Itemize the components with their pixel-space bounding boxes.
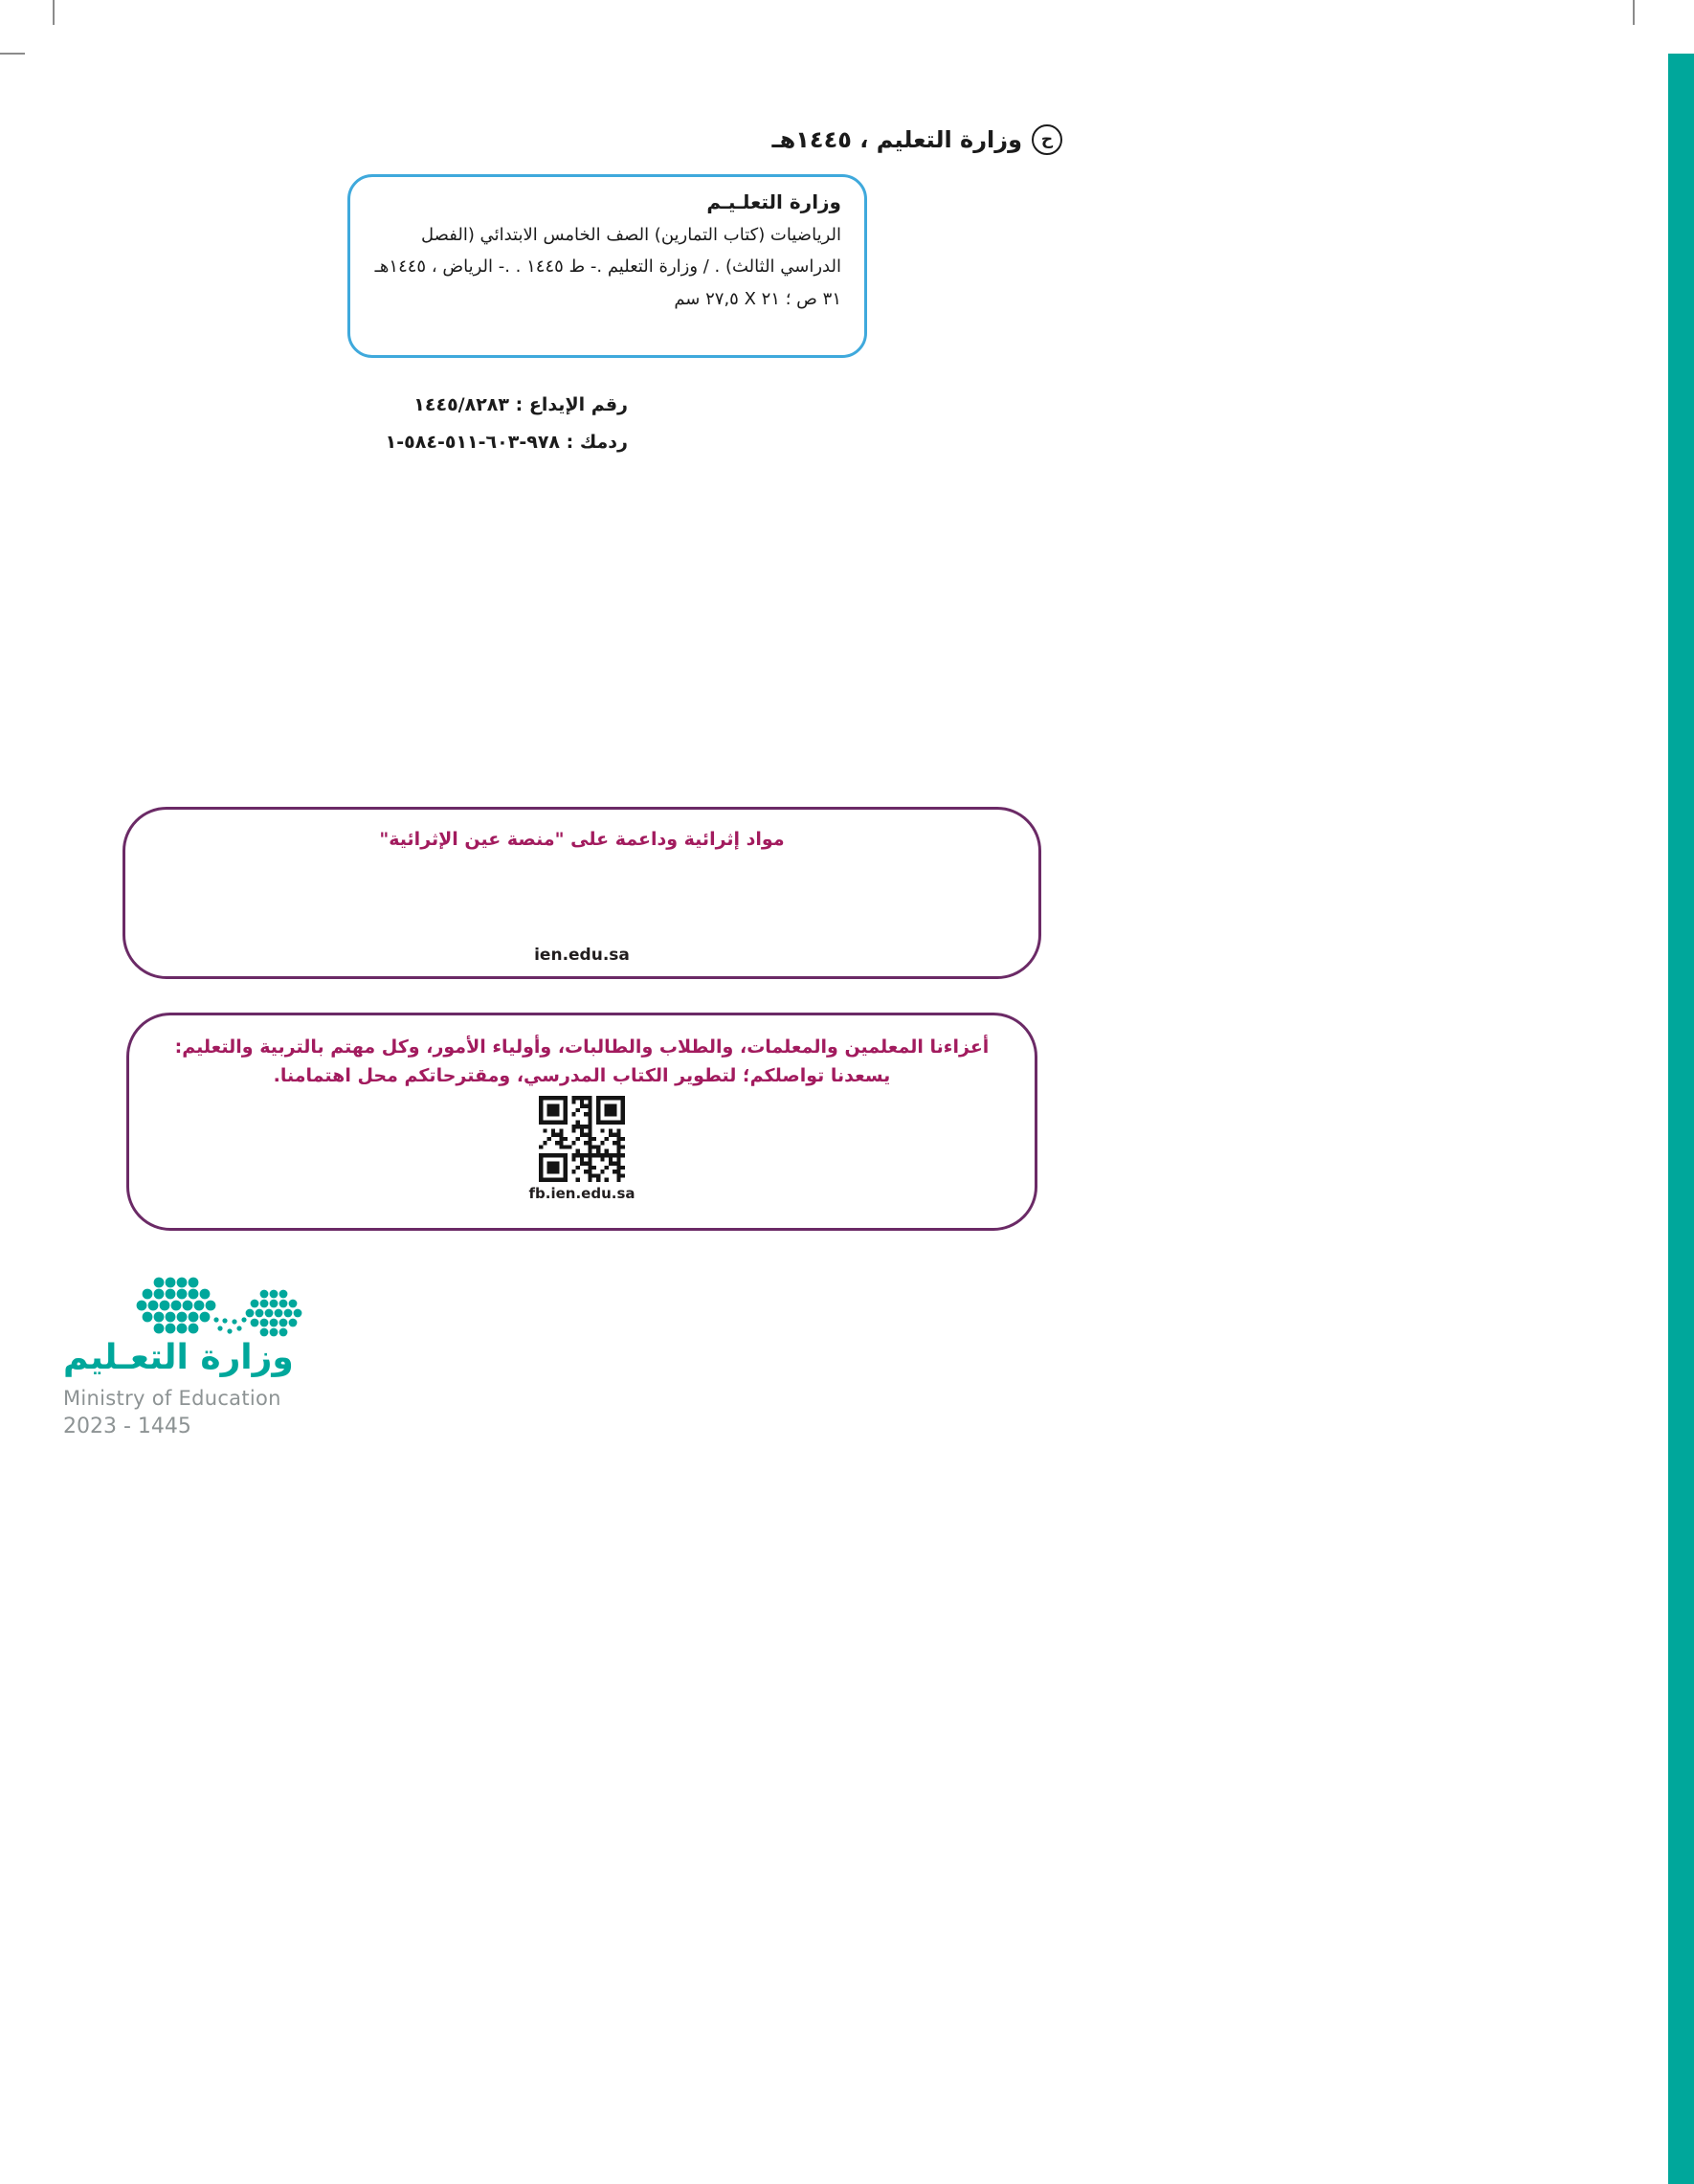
ministry-name-english: Ministry of Education [63,1387,281,1410]
crop-mark-top-left-horizontal [0,53,25,55]
isbn-line [345,424,628,461]
ien-website-text: ien.edu.sa [534,946,630,965]
catalog-line-3: ٣١ ص ؛ ٢١ X ٢٧,٥ سم [674,288,841,309]
fb-ien-website-text: fb.ien.edu.sa [528,1185,635,1202]
enrichment-title: مواد إثرائية وداعمة على "منصة عين الإثرائية" [379,829,785,850]
deposit-label: رقم الإيداع : [515,394,628,415]
feedback-line-2: يسعدنا تواصلكم؛ لتطوير الكتاب المدرسي، ومقترحاتكم محل اهتمامنا. [273,1065,891,1086]
arabic-copyright-icon: ح [1032,124,1062,155]
ministry-name-arabic: وزارة التعـليم [63,1338,294,1377]
copyright-text: وزارة التعليم ، ١٤٤٥هـ [771,126,1022,153]
catalog-line-2: الدراسي الثالث) . / وزارة التعليم .- ط ١٤٤٥ . .- الرياض ، ١٤٤٥هـ [374,256,841,278]
cataloging-card [347,174,867,358]
feedback-line-1: أعزاءنا المعلمين والمعلمات، والطلاب والطالبات، وأولياء الأمور، وكل مهتم بالتربية والتعليم: [174,1036,990,1058]
crop-mark-top-left-vertical [53,0,55,25]
isbn-value: ٩٧٨-٦٠٣-٥١١-٥٨٤-١ [385,431,561,453]
deposit-value: ١٤٤٥/٨٢٨٣ [413,394,509,415]
copyright-line [771,124,1062,155]
edition-years: 2023 - 1445 [63,1415,191,1438]
page-edge-bar [1668,54,1694,2184]
qr-code [539,1096,625,1182]
legal-numbers [345,387,628,461]
enrichment-box [123,807,1041,979]
crop-mark-top-right-vertical [1633,0,1635,25]
isbn-label: ردمك : [566,431,628,453]
deposit-number-line [345,387,628,424]
catalog-publisher: وزارة التعلـيـم [706,190,841,213]
catalog-line-1: الرياضيات (كتاب التمارين) الصف الخامس الابتدائي (الفصل [420,225,841,245]
feedback-box [126,1013,1037,1231]
